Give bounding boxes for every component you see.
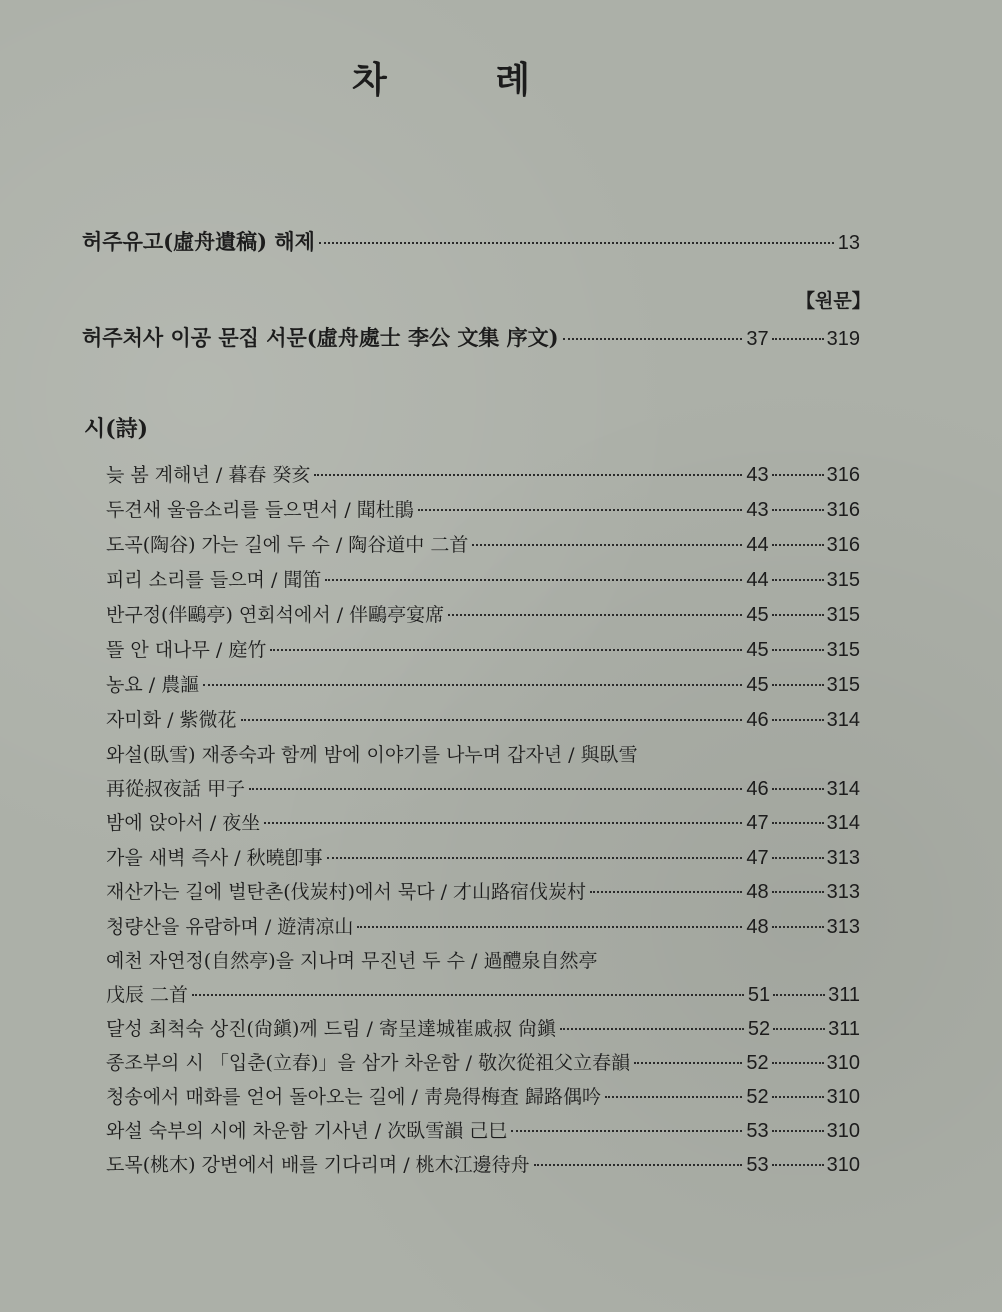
page-number: 45 [746,604,769,626]
original-page-number: 315 [826,639,860,661]
page-number: 48 [746,881,769,903]
page-number: 48 [746,916,769,938]
dot-leader [448,614,742,616]
toc-entry [106,1150,860,1177]
dot-leader [327,857,743,859]
original-page-number: 311 [828,1018,860,1040]
dot-leader [472,544,742,546]
dot-leader [418,509,743,511]
dot-leader [605,1096,742,1098]
entry-label: 戊辰 二首 [106,984,189,1006]
page-number: 43 [746,499,769,521]
entry-label: 허주유고(虛舟遺稿) 해제 [82,229,315,254]
original-page-number: 314 [826,778,860,800]
entry-label: 농요 / 農謳 [106,674,200,696]
original-page-number: 319 [826,328,860,350]
toc-entry [106,530,860,557]
entry-label: 자미화 / 紫微花 [106,709,237,731]
dot-leader [772,1062,824,1064]
dot-leader [773,994,825,996]
toc-entry [106,1048,860,1075]
page-number: 45 [746,674,769,696]
entry-label: 가을 새벽 즉사 / 秋曉卽事 [106,847,323,869]
entry-label: 종조부의 시 「입춘(立春)」을 삼가 차운함 / 敬次從祖父立春韻 [106,1052,631,1074]
dot-leader [772,719,824,721]
page-number: 37 [746,328,769,350]
page-number: 53 [746,1120,769,1142]
dot-leader [319,242,834,244]
original-page-number: 314 [826,709,860,731]
toc-entry [106,565,860,592]
dot-leader [511,1130,742,1132]
dot-leader [563,338,743,340]
original-page-number: 313 [826,916,860,938]
page-number: 47 [746,847,769,869]
entry-label: 재산가는 길에 벌탄촌(伐炭村)에서 묵다 / 才山路宿伐炭村 [106,881,587,903]
original-page-number: 314 [826,812,860,834]
original-page-number: 316 [826,464,860,486]
wonmun-label: 【원문】 [796,290,871,312]
dot-leader [270,649,742,651]
dot-leader [203,684,742,686]
entry-label: 허주처사 이공 문집 서문(虛舟處士 李公 文集 序文) [82,325,559,350]
toc-entry [106,774,860,801]
page-number: 44 [746,569,769,591]
toc-entry-haeje [82,226,860,256]
page-number: 52 [746,1086,769,1108]
toc-entry [106,877,860,904]
dot-leader [772,1096,824,1098]
dot-leader [772,1130,824,1132]
entry-label: 뜰 안 대나무 / 庭竹 [106,639,267,661]
toc-entry [106,600,860,627]
page-number: 43 [746,464,769,486]
original-page-number: 316 [826,534,860,556]
original-page-number: 315 [826,674,860,696]
dot-leader [534,1164,743,1166]
toc-entry [106,1082,860,1109]
dot-leader [772,338,824,340]
entry-label-line1: 예천 자연정(自然亭)을 지나며 무진년 두 수 / 過醴泉自然亭 [106,950,598,972]
dot-leader [772,579,824,581]
page-number: 44 [746,534,769,556]
page-number: 13 [837,232,860,254]
section-title: 시(詩) [84,416,149,442]
entry-label: 도곡(陶谷) 가는 길에 두 수 / 陶谷道中 二首 [106,534,469,556]
original-page-number: 315 [826,604,860,626]
page-number: 52 [746,1052,769,1074]
toc-entry [106,980,860,1007]
toc-entry [106,1014,860,1041]
toc-entry [106,912,860,939]
dot-leader [772,544,824,546]
toc-entry [106,843,860,870]
page-number: 47 [746,812,769,834]
original-page-number: 311 [828,984,860,1006]
entry-label: 밤에 앉아서 / 夜坐 [106,812,261,834]
original-page-number: 315 [826,569,860,591]
toc-entry [106,705,860,732]
dot-leader [241,719,743,721]
dot-leader [772,649,824,651]
dot-leader [772,614,824,616]
original-page-number: 310 [826,1154,860,1176]
page-number: 52 [747,1018,771,1040]
toc-entry [106,495,860,522]
original-page-number: 313 [826,847,860,869]
dot-leader [560,1028,744,1030]
dot-leader [772,788,824,790]
toc-entry-preface [82,322,860,352]
page-number: 51 [747,984,771,1006]
dot-leader [314,474,742,476]
original-page-number: 313 [826,881,860,903]
dot-leader [773,1028,825,1030]
dot-leader [772,684,824,686]
toc-entry [106,808,860,835]
dot-leader [772,926,824,928]
dot-leader [325,579,742,581]
dot-leader [772,474,824,476]
entry-label: 청량산을 유람하며 / 遊淸凉山 [106,916,354,938]
page-number: 53 [746,1154,769,1176]
dot-leader [264,822,742,824]
toc-entry [106,635,860,662]
entry-label: 도목(桃木) 강변에서 배를 기다리며 / 桃木江邊待舟 [106,1154,530,1176]
page-number: 46 [746,709,769,731]
dot-leader [772,509,824,511]
toc-entry [106,1116,860,1143]
dot-leader [772,857,824,859]
original-page-number: 310 [826,1086,860,1108]
original-page-number: 310 [826,1052,860,1074]
original-page-number: 316 [826,499,860,521]
entry-label: 피리 소리를 들으며 / 聞笛 [106,569,322,591]
entry-label: 청송에서 매화를 얻어 돌아오는 길에 / 靑鳧得梅査 歸路偶吟 [106,1086,601,1108]
page-number: 46 [746,778,769,800]
original-page-number: 310 [826,1120,860,1142]
toc-entry [106,670,860,697]
entry-label: 두견새 울음소리를 들으면서 / 聞杜鵑 [106,499,414,521]
entry-label: 再從叔夜話 甲子 [106,778,246,800]
dot-leader [634,1062,742,1064]
entry-label: 와설 숙부의 시에 차운함 기사년 / 次臥雪韻 己巳 [106,1120,508,1142]
entry-label: 달성 최척숙 상진(尙鎭)께 드림 / 寄呈達城崔戚叔 尙鎭 [106,1018,557,1040]
dot-leader [772,891,824,893]
dot-leader [772,822,824,824]
entry-label: 늦 봄 계해년 / 暮春 癸亥 [106,464,311,486]
dot-leader [357,926,742,928]
dot-leader [249,788,742,790]
dot-leader [590,891,742,893]
entry-label-line1: 와설(臥雪) 재종숙과 함께 밤에 이야기를 나누며 갑자년 / 與臥雪 [106,744,638,766]
toc-entry [106,460,860,487]
dot-leader [192,994,744,996]
dot-leader [772,1164,824,1166]
page-title: 차 례 [351,59,579,101]
entry-label: 반구정(伴鷗亭) 연회석에서 / 伴鷗亭宴席 [106,604,445,626]
page-number: 45 [746,639,769,661]
